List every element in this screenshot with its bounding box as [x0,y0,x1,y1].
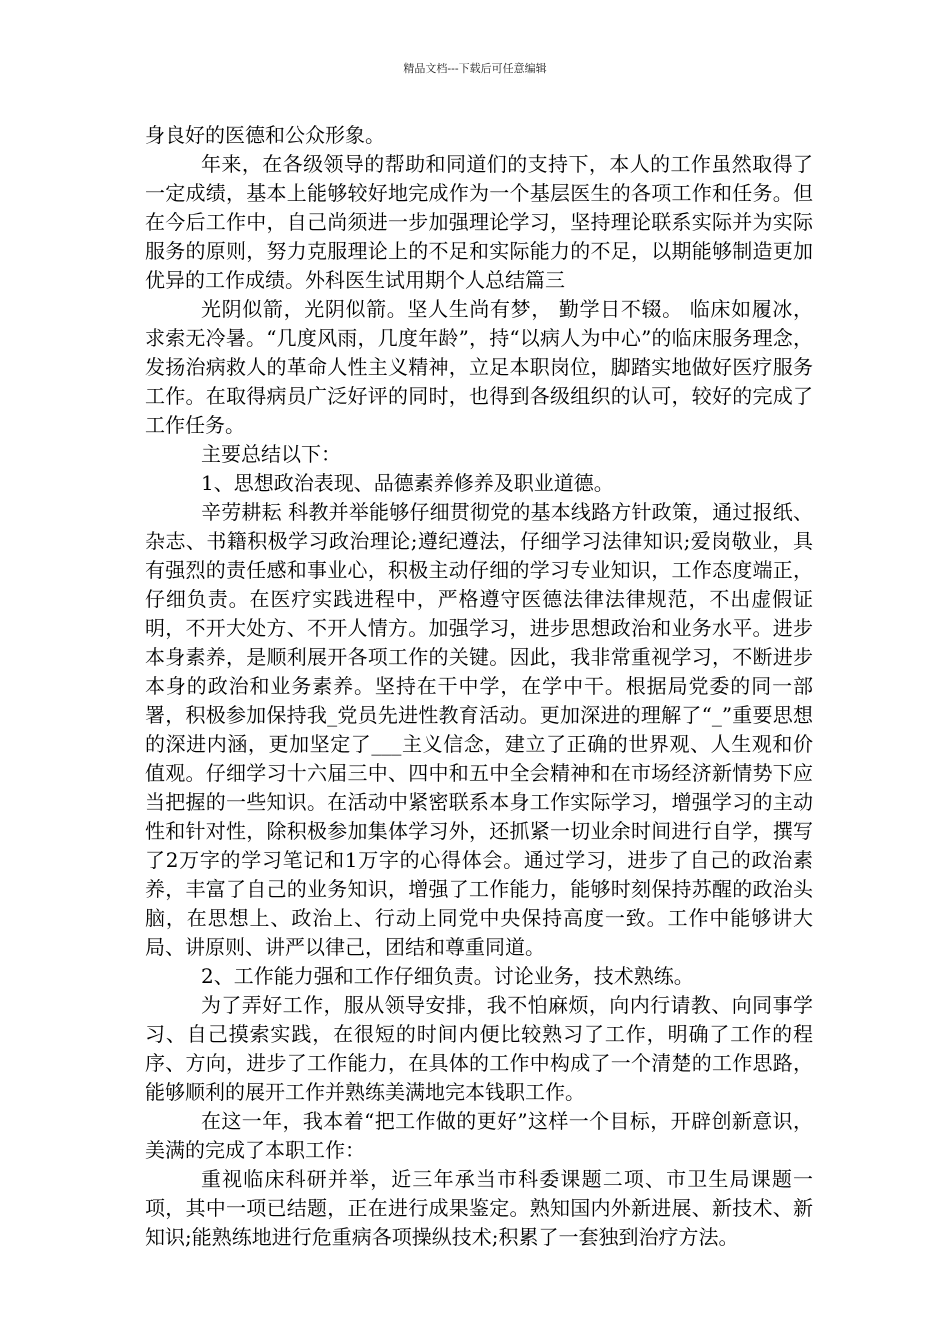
document-body [145,121,813,1252]
paragraph: 为了弄好工作，服从领导安排，我不怕麻烦，向内行请教、向同事学习、自己摸索实践，在很短的时间内便比较熟习了工作，明确了工作的程序、方向，进步了工作能力，在具体的工作中构成了一个清楚的工作思路，能够顺利的展开工作并熟练美满地完本钱职工作。 [145,993,813,1104]
paragraph: 主要总结以下： [201,442,341,466]
page-header: 精品文档---下载后可任意编辑 [403,62,547,75]
paragraph: 在这一年，我本着“把工作做的更好”这样一个目标，开辟创新意识，美满的完成了本职工作： [145,1109,813,1162]
paragraph: 光阴似箭，光阴似箭。坚人生尚有梦， 勤学日不辍。 临床如履冰， 求索无冷暑。“几度风雨，几度年龄”，持“以病人为中心”的临床服务理念，发扬治病救人的革命人性主义精神，立足本职岗位，脚踏实地做好医疗服务工作。在取得病员广泛好评的同时，也得到各级组织的认可，较好的完成了工作任务。 [145,297,813,437]
section-heading: 1、思想政治表现、品德素养修养及职业道德。 [201,471,614,495]
paragraph: 重视临床科研并举，近三年承当市科委课题二项、市卫生局课题一项，其中一项已结题，正在进行成果鉴定。熟知国内外新进展、新技术、新知识;能熟练地进行危重病各项操纵技术;积累了一套独到治疗方法。 [145,1167,813,1249]
paragraph: 辛劳耕耘 科教并举能够仔细贯彻党的基本线路方针政策，通过报纸、杂志、书籍积极学习政治理论;遵纪遵法，仔细学习法律知识;爱岗敬业，具有强烈的责任感和事业心，积极主动仔细的学习专业知识，工作态度端正，仔细负责。在医疗实践进程中，严格遵守医德法律法律规范，不出虚假证明，不开大处方、不开人情方。加强学习，进步思想政治和业务水平。进步本身素养，是顺利展开各项工作的关键。因此，我非常重视学习，不断进步本身的政治和业务素养。坚持在干中学，在学中干。根据局党委的同一部署，积极参加保持我_党员先进性教育活动。更加深进的理解了“_”重要思想的深进内涵，更加坚定了___主义信念，建立了正确的世界观、人生观和价值观。仔细学习十六届三中、四中和五中全会精神和在市场经济新情势下应当把握的一些知识。在活动中紧密联系本身工作实际学习，增强学习的主动性和针对性，除积极参加集体学习外，还抓紧一切业余时间进行自学，撰写了2万字的学习笔记和1万字的心得体会。通过学习，进步了自己的政治素养，丰富了自己的业务知识，增强了工作能力，能够时刻保持苏醒的政治头脑，在思想上、政治上、行动上同党中央保持高度一致。工作中能够讲大局、讲原则、讲严以律己，团结和尊重同道。 [145,500,813,959]
paragraph: 身良好的医德和公众形象。 [145,123,385,147]
paragraph: 年来，在各级领导的帮助和同道们的支持下，本人的工作虽然取得了一定成绩，基本上能够较好地完成作为一个基层医生的各项工作和任务。但在今后工作中，自己尚须进一步加强理论学习，坚持理论联系实际并为实际服务的原则，努力克服理论上的不足和实际能力的不足，以期能够制造更加优异的工作成绩。外科医生试用期个人总结篇三 [145,152,813,292]
section-heading: 2、工作能力强和工作仔细负责。讨论业务，技术熟练。 [201,964,694,988]
